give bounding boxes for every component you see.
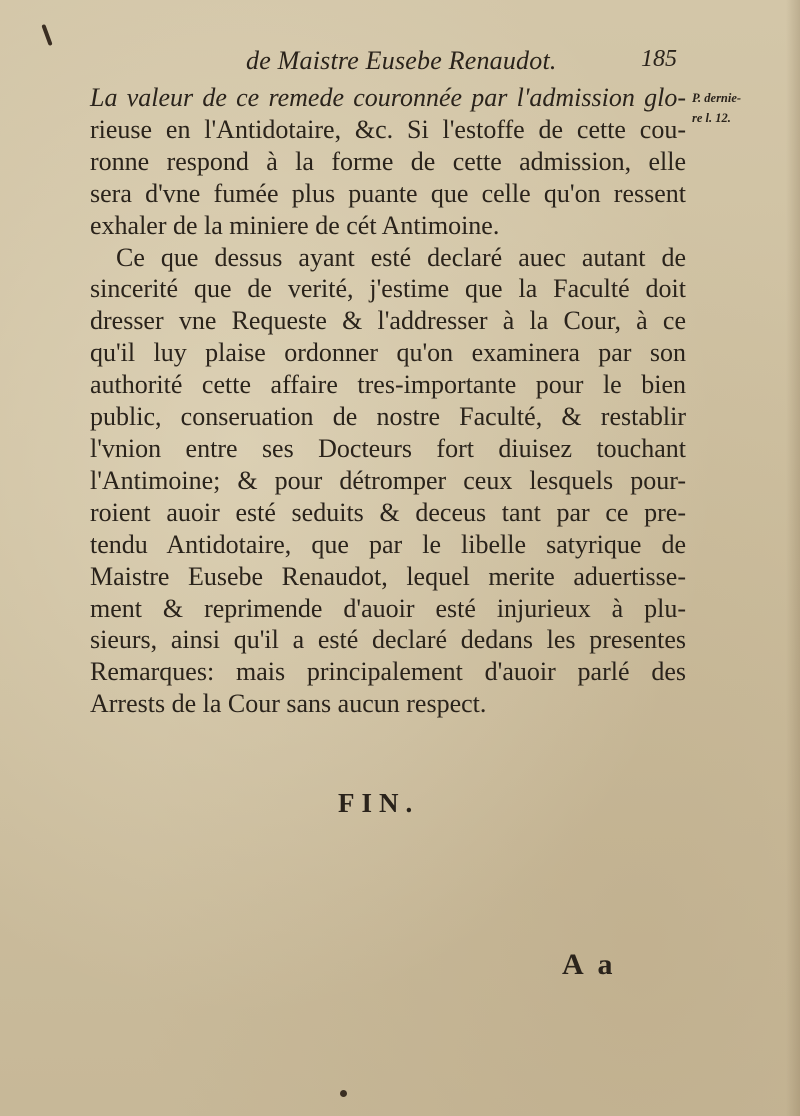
signature-mark: A a (562, 948, 617, 981)
text-line: Maistre Eusebe Renaudot, lequel merite aduertisse- (90, 561, 686, 591)
text-line: La valeur de ce remede couronnée par l'admission glo- (90, 83, 686, 112)
text-line: sera d'vne fumée plus puante que celle qu'on ressent (90, 178, 686, 208)
text-line: sincerité que de verité, j'estime que la Faculté doit (90, 274, 686, 304)
text-line: l'Antimoine; & pour détromper ceux lesquels pour- (90, 465, 686, 495)
text-line: sieurs, ainsi qu'il a esté declaré dedans les presentes (90, 625, 686, 655)
text-line: Ce que dessus ayant esté declaré auec autant de (116, 242, 686, 272)
text-line: tendu Antidotaire, que par le libelle satyrique de (90, 529, 686, 559)
margin-note-line: P. dernie- (692, 91, 742, 105)
text-line: exhaler de la miniere de cét Antimoine. (90, 210, 500, 240)
running-title: de Maistre Eusebe Renaudot. (246, 46, 557, 75)
text-line: Remarques: mais principalement d'auoir parlé des (90, 657, 686, 687)
body-text (90, 82, 686, 720)
page-edge-shadow (786, 0, 800, 1116)
ink-speck (41, 24, 52, 46)
ink-speck (340, 1090, 347, 1097)
text-line: public, conseruation de nostre Faculté, & restablir (90, 402, 686, 432)
margin-note (692, 88, 792, 128)
text-line: l'vnion entre ses Docteurs fort diuisez touchant (90, 433, 686, 463)
text-line: qu'il luy plaise ordonner qu'on examinera par son (90, 338, 686, 368)
text-line: authorité cette affaire tres-importante pour le bien (90, 370, 686, 400)
text-line: roient auoir esté seduits & deceus tant par ce pre- (90, 497, 686, 527)
text-line: rieuse en l'Antidotaire, &c. Si l'estoffe de cette cou- (90, 114, 686, 144)
page-number: 185 (641, 46, 677, 72)
text-line: dresser vne Requeste & l'addresser à la Cour, à ce (90, 306, 686, 336)
text-line: ment & reprimende d'auoir esté injurieux à plu- (90, 593, 686, 623)
fin-mark: FIN. (338, 788, 420, 818)
margin-note-line: re l. 12. (692, 111, 731, 125)
text-line: ronne respond à la forme de cette admission, elle (90, 146, 686, 176)
text-line: Arrests de la Cour sans aucun respect. (90, 689, 487, 719)
